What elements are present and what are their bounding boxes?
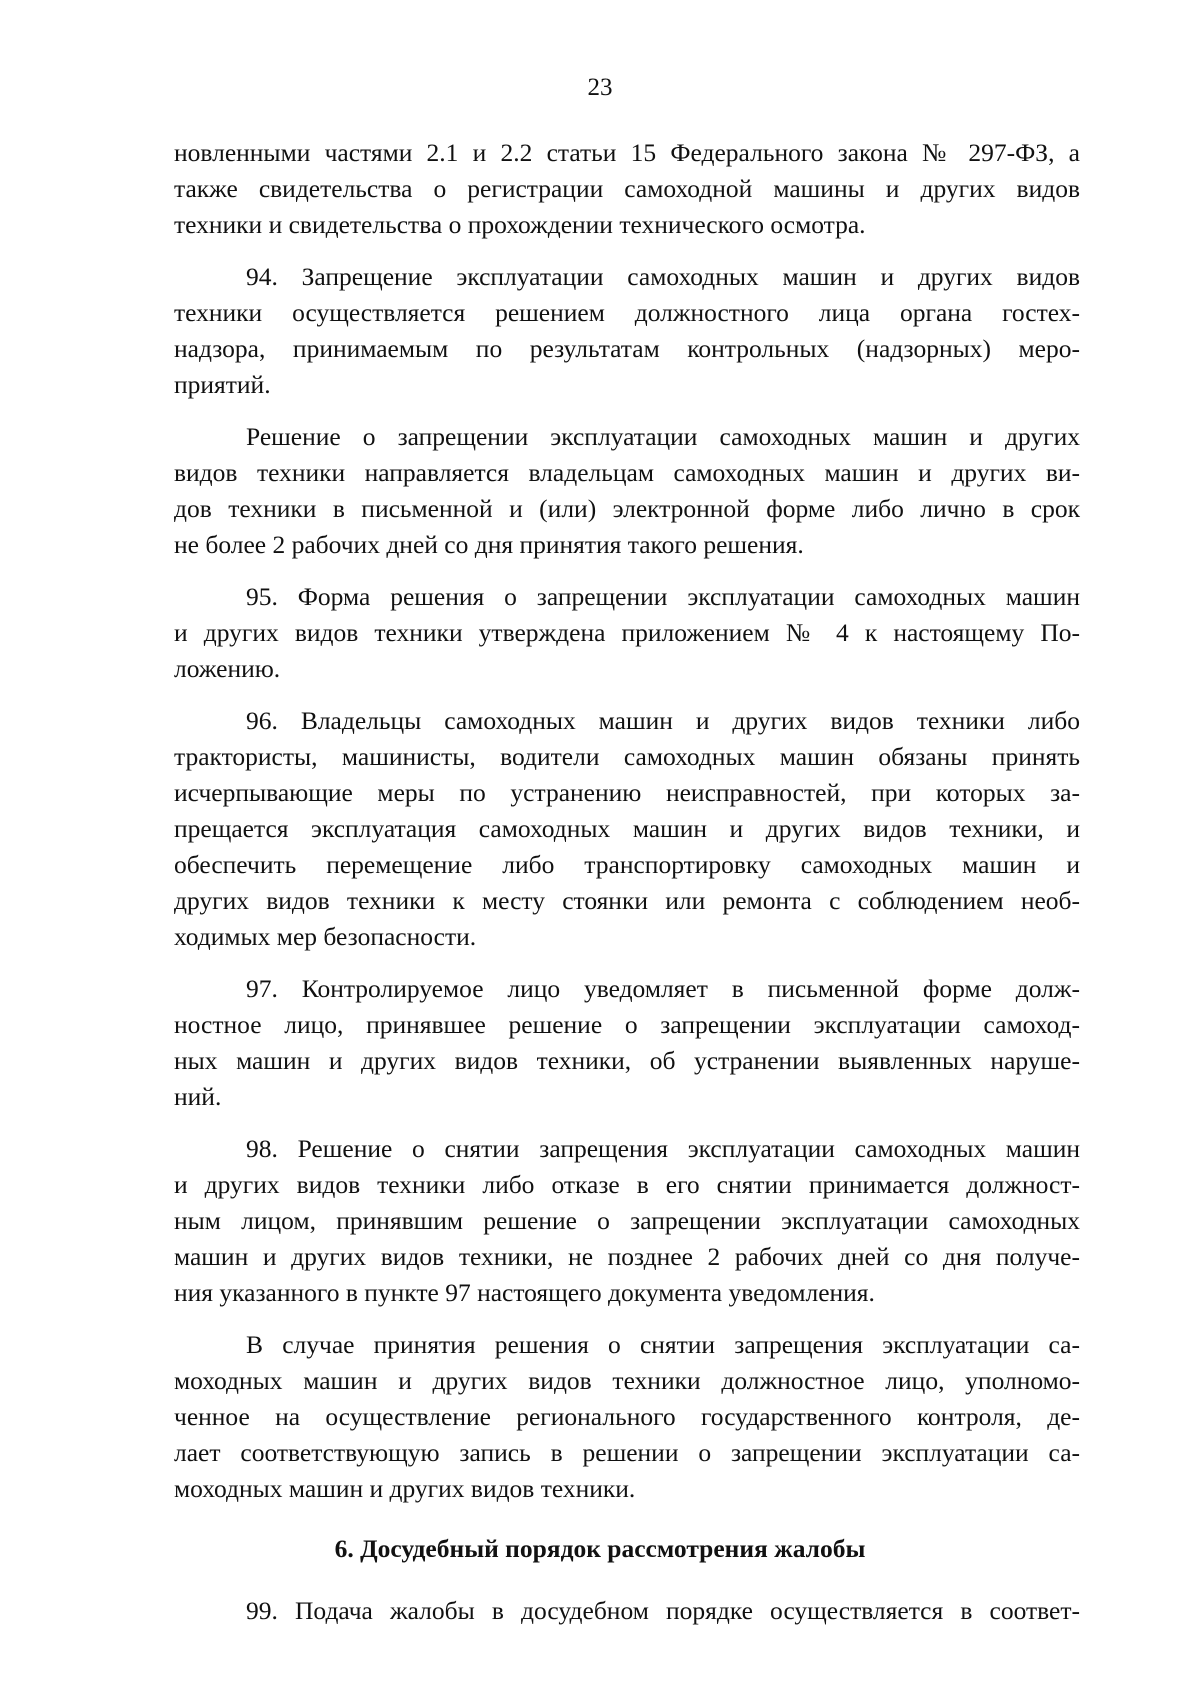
paragraph-line: 97. Контролируемое лицо уведомляет в письменной форме долж- (246, 974, 1080, 1003)
paragraph-line: моходных машин и других видов техники. (174, 1474, 636, 1503)
paragraph-line: 95. Форма решения о запрещении эксплуатации самоходных машин (246, 582, 1080, 611)
paragraph-line: 94. Запрещение эксплуатации самоходных машин и других видов (246, 262, 1080, 291)
paragraph-line: 98. Решение о снятии запрещения эксплуатации самоходных машин (246, 1134, 1080, 1163)
paragraph-line: машин и других видов техники, не позднее 2 рабочих дней со дня получе- (174, 1242, 1080, 1271)
paragraph-line: трактористы, машинисты, водители самоходных машин обязаны принять (174, 742, 1080, 771)
paragraph-line: новленными частями 2.1 и 2.2 статьи 15 Федерального закона № 297-ФЗ, а (174, 138, 1080, 167)
paragraph-line: ходимых мер безопасности. (174, 922, 477, 951)
paragraph-line: дов техники в письменной и (или) электронной форме либо лично в срок (174, 494, 1080, 523)
paragraph-line: ностное лицо, принявшее решение о запрещении эксплуатации самоход- (174, 1010, 1080, 1039)
paragraph-line: прещается эксплуатация самоходных машин и других видов техники, и (174, 814, 1080, 843)
paragraph-line: также свидетельства о регистрации самоходной машины и других видов (174, 174, 1080, 203)
paragraph-line: ния указанного в пункте 97 настоящего документа уведомления. (174, 1278, 875, 1307)
paragraph-line: ным лицом, принявшим решение о запрещении эксплуатации самоходных (174, 1206, 1080, 1235)
paragraph-line: 99. Подача жалобы в досудебном порядке осуществляется в соответ- (246, 1596, 1080, 1625)
paragraph-line: 96. Владельцы самоходных машин и других видов техники либо (246, 706, 1080, 735)
paragraph-line: других видов техники к месту стоянки или ремонта с соблюдением необ- (174, 886, 1080, 915)
page-number: 23 (587, 74, 613, 101)
paragraph-line: ченное на осуществление регионального государственного контроля, де- (174, 1402, 1080, 1431)
paragraph-line: и других видов техники утверждена приложением № 4 к настоящему По- (174, 618, 1080, 647)
paragraph-line: Решение о запрещении эксплуатации самоходных машин и других (246, 422, 1080, 451)
paragraph-line: исчерпывающие меры по устранению неисправностей, при которых за- (174, 778, 1080, 807)
paragraph-line: приятий. (174, 370, 271, 399)
paragraph-line: обеспечить перемещение либо транспортировку самоходных машин и (174, 850, 1080, 879)
paragraph-line: техники и свидетельства о прохождении технического осмотра. (174, 210, 866, 239)
paragraph-line: и других видов техники либо отказе в его снятии принимается должност- (174, 1170, 1080, 1199)
paragraph-line: надзора, принимаемым по результатам контрольных (надзорных) меро- (174, 334, 1080, 363)
paragraph-line: лает соответствующую запись в решении о запрещении эксплуатации са- (174, 1438, 1080, 1467)
paragraph-line: ложению. (174, 654, 281, 683)
paragraph-line: видов техники направляется владельцам самоходных машин и других ви- (174, 458, 1080, 487)
section-heading: 6. Досудебный порядок рассмотрения жалобы (334, 1534, 866, 1563)
paragraph-line: ний. (174, 1082, 222, 1111)
paragraph-line: В случае принятия решения о снятии запрещения эксплуатации са- (246, 1330, 1080, 1359)
paragraph-line: техники осуществляется решением должностного лица органа гостех- (174, 298, 1080, 327)
paragraph-line: не более 2 рабочих дней со дня принятия такого решения. (174, 530, 804, 559)
paragraph-line: моходных машин и других видов техники должностное лицо, уполномо- (174, 1366, 1080, 1395)
paragraph-line: ных машин и других видов техники, об устранении выявленных наруше- (174, 1046, 1080, 1075)
